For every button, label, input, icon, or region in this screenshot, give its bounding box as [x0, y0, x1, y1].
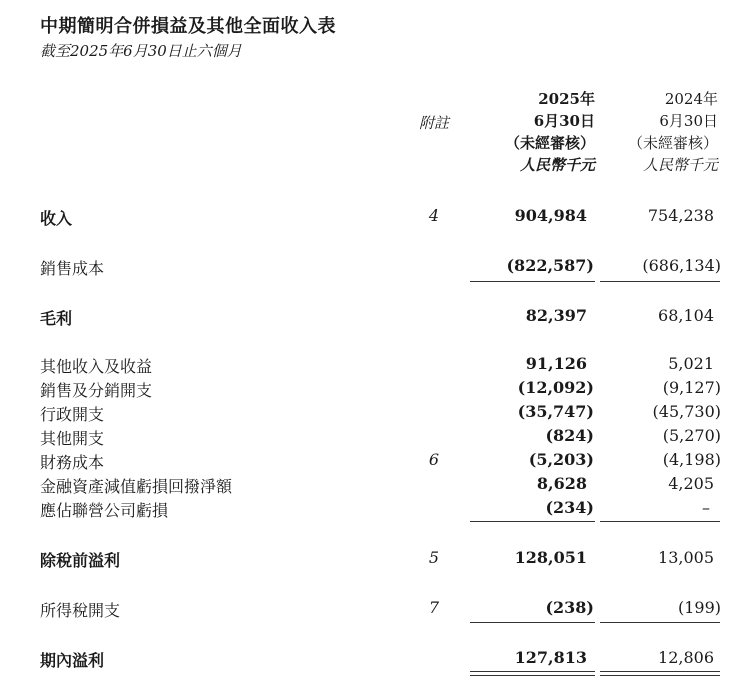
- row-label: 收入: [40, 209, 73, 228]
- row-selling-expenses: [0, 376, 745, 400]
- row-profit-before-tax: [0, 546, 745, 570]
- subtotal-rule-2025: [470, 521, 595, 522]
- total-double-rule-2024: [600, 671, 720, 676]
- row-label: 行政開支: [40, 405, 105, 424]
- row-value-2024: (9,127): [662, 378, 721, 397]
- header-2024-year: 2024年: [664, 90, 718, 108]
- row-value-2025: (234): [545, 498, 594, 517]
- row-value-2024: 754,238: [647, 206, 714, 225]
- row-value-2025: 8,628: [536, 474, 587, 493]
- subtotal-rule-2024: [600, 521, 720, 522]
- subtotal-rule-2025: [470, 281, 595, 282]
- header-2024-unit: 人民幣千元: [642, 156, 718, 174]
- row-value-2024: 4,205: [668, 474, 714, 493]
- row-other-expenses: [0, 424, 745, 448]
- row-other-income: [0, 352, 745, 376]
- header-2024: [600, 88, 718, 176]
- row-label: 其他開支: [40, 429, 105, 448]
- row-label: 應佔聯營公司虧損: [40, 501, 169, 520]
- row-cost-of-sales: [0, 254, 745, 278]
- row-label: 其他收入及收益: [40, 357, 153, 376]
- row-profit-for-period: [0, 646, 745, 670]
- row-label: 財務成本: [40, 453, 105, 472]
- row-value-2024: 5,021: [668, 354, 714, 373]
- row-gross-profit: [0, 304, 745, 328]
- row-label: 金融資產減值虧損回撥淨額: [40, 477, 233, 496]
- row-value-2024: –: [702, 498, 710, 517]
- row-impairment-reversal: [0, 472, 745, 496]
- row-note: 4: [428, 206, 440, 225]
- row-value-2025: 128,051: [514, 548, 587, 567]
- row-value-2025: (35,747): [517, 402, 594, 421]
- row-value-2024: (686,134): [642, 256, 721, 275]
- subtotal-rule-2024: [600, 281, 720, 282]
- header-2024-audit: （未經審核）: [627, 134, 718, 152]
- row-note: 5: [428, 548, 440, 567]
- header-2025: [470, 88, 595, 176]
- row-admin-expenses: [0, 400, 745, 424]
- row-value-2025: (824): [545, 426, 594, 445]
- row-label: 銷售及分銷開支: [40, 381, 153, 400]
- row-note: 6: [428, 450, 440, 469]
- row-label: 毛利: [40, 309, 73, 328]
- row-value-2024: (4,198): [662, 450, 721, 469]
- row-value-2025: 91,126: [525, 354, 587, 373]
- row-share-of-associate-loss: [0, 496, 745, 520]
- row-value-2025: (238): [545, 598, 594, 617]
- row-value-2024: 68,104: [658, 306, 714, 325]
- row-note: 7: [428, 598, 440, 617]
- header-2025-audit: （未經審核）: [504, 134, 595, 152]
- row-value-2024: 13,005: [658, 548, 714, 567]
- header-2025-unit: 人民幣千元: [519, 156, 595, 174]
- header-note: 附註: [418, 114, 449, 132]
- row-value-2025: 904,984: [514, 206, 587, 225]
- subtotal-rule-2024: [600, 622, 720, 623]
- row-value-2024: (199): [677, 598, 721, 617]
- row-income-tax: [0, 596, 745, 620]
- row-value-2025: (822,587): [506, 256, 594, 275]
- row-value-2024: (5,270): [662, 426, 721, 445]
- row-value-2025: 82,397: [525, 306, 587, 325]
- row-label: 所得稅開支: [40, 601, 121, 620]
- row-finance-costs: [0, 448, 745, 472]
- header-2024-date: 6月30日: [659, 112, 718, 130]
- statement-period: 截至2025年6月30日止六個月: [40, 42, 242, 60]
- row-value-2024: (45,730): [652, 402, 721, 421]
- total-double-rule-2025: [470, 671, 595, 676]
- row-value-2024: 12,806: [658, 648, 714, 667]
- row-value-2025: (12,092): [517, 378, 594, 397]
- row-revenue: [0, 204, 745, 228]
- row-label: 銷售成本: [40, 259, 105, 278]
- header-2025-year: 2025年: [538, 90, 595, 108]
- row-label: 除稅前溢利: [40, 551, 121, 570]
- row-value-2025: 127,813: [514, 648, 587, 667]
- header-2025-date: 6月30日: [533, 112, 595, 130]
- subtotal-rule-2025: [470, 622, 595, 623]
- row-label: 期內溢利: [40, 651, 105, 670]
- statement-title: 中期簡明合併損益及其他全面收入表: [40, 16, 336, 37]
- row-value-2025: (5,203): [528, 450, 594, 469]
